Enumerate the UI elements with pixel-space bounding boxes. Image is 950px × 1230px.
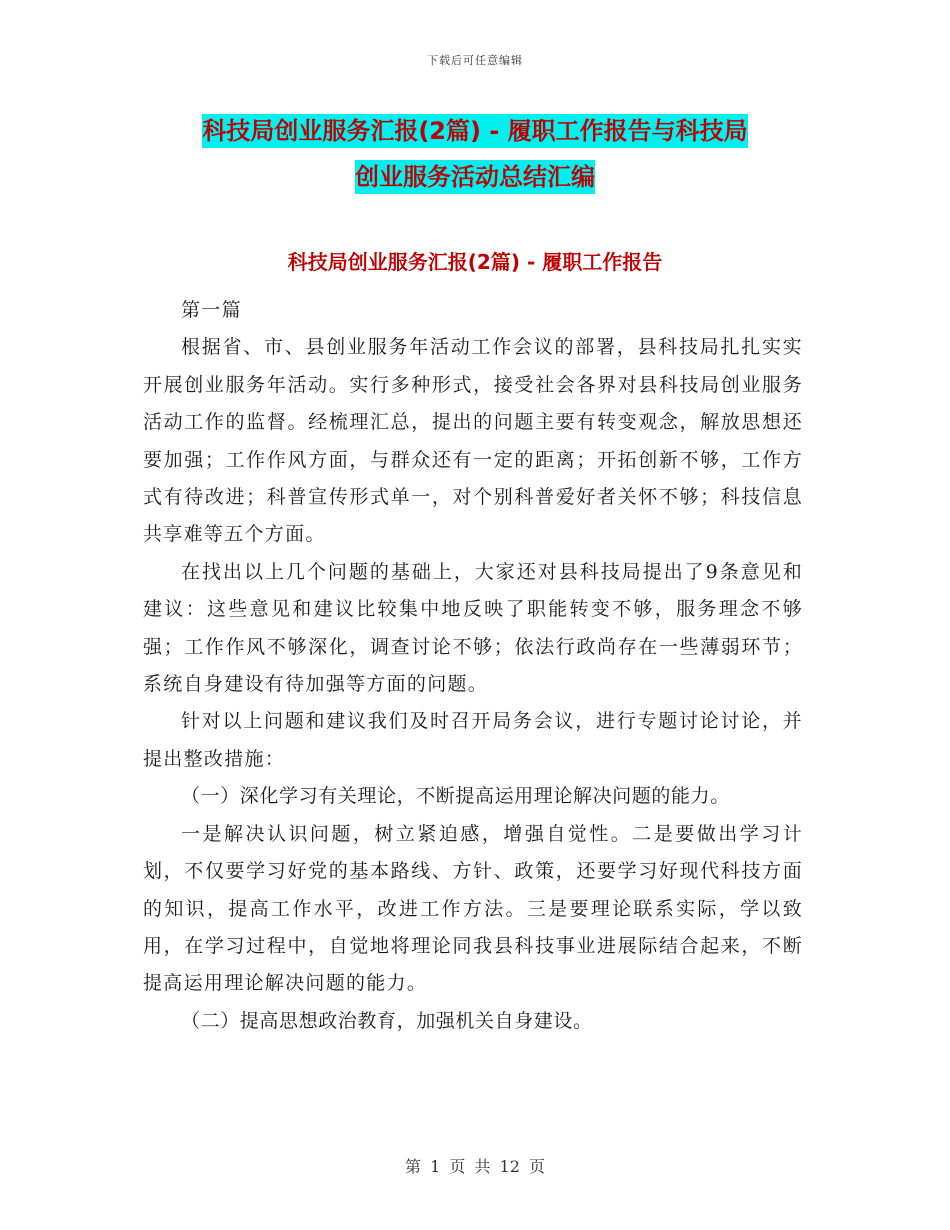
paragraph-subsection-2: （二）提高思想政治教育，加强机关自身建设。 (181, 1009, 593, 1032)
title-line-2: 创业服务活动总结汇编 (355, 160, 595, 194)
paragraph-part-heading: 第一篇 (181, 299, 242, 321)
paragraph: 针对以上问题和建议我们及时召开局务会议，进行专题讨论讨论，并提出整改措施： (143, 710, 803, 770)
paragraph: 在找出以上几个问题的基础上，大家还对县科技局提出了9条意见和建议：这些意见和建议比较集中地反映了职能转变不够，服务理念不够强；工作作风不够深化，调查讨论不够；依法行政尚存在一些薄弱环节；系统自身建设有待加强等方面的问题。 (143, 560, 803, 696)
paragraph: 一是解决认识问题，树立紧迫感，增强自觉性。二是要做出学习计划，不仅要学习好党的基本路线、方针、政策，还要学习好现代科技方面的知识，提高工作水平，改进工作方法。三是要理论联系实际，学以致用，在学习过程中，自觉地将理论同我县科技事业进展际结合起来，不断提高运用理论解决问题的能力。 (143, 822, 803, 995)
title-line-1: 科技局创业服务汇报(2篇) - 履职工作报告与科技局 (202, 114, 747, 148)
page-header-note: 下载后可任意编辑 (427, 54, 523, 67)
page-number: 第 1 页 共 12 页 (405, 1157, 545, 1176)
document-title (140, 108, 810, 200)
section-title: 科技局创业服务汇报(2篇) - 履职工作报告 (287, 250, 663, 274)
paragraph-subsection-1: （一）深化学习有关理论，不断提高运用理论解决问题的能力。 (181, 785, 730, 808)
document-body (143, 292, 803, 1040)
paragraph: 根据省、市、县创业服务年活动工作会议的部署，县科技局扎扎实实开展创业服务年活动。实行多种形式，接受社会各界对县科技局创业服务活动工作的监督。经梳理汇总，提出的问题主要有转变观念，解放思想还要加强；工作作风方面，与群众还有一定的距离；开拓创新不够，工作方式有待改进；科普宣传形式单一，对个别科普爱好者关怀不够；科技信息共享难等五个方面。 (143, 336, 803, 546)
